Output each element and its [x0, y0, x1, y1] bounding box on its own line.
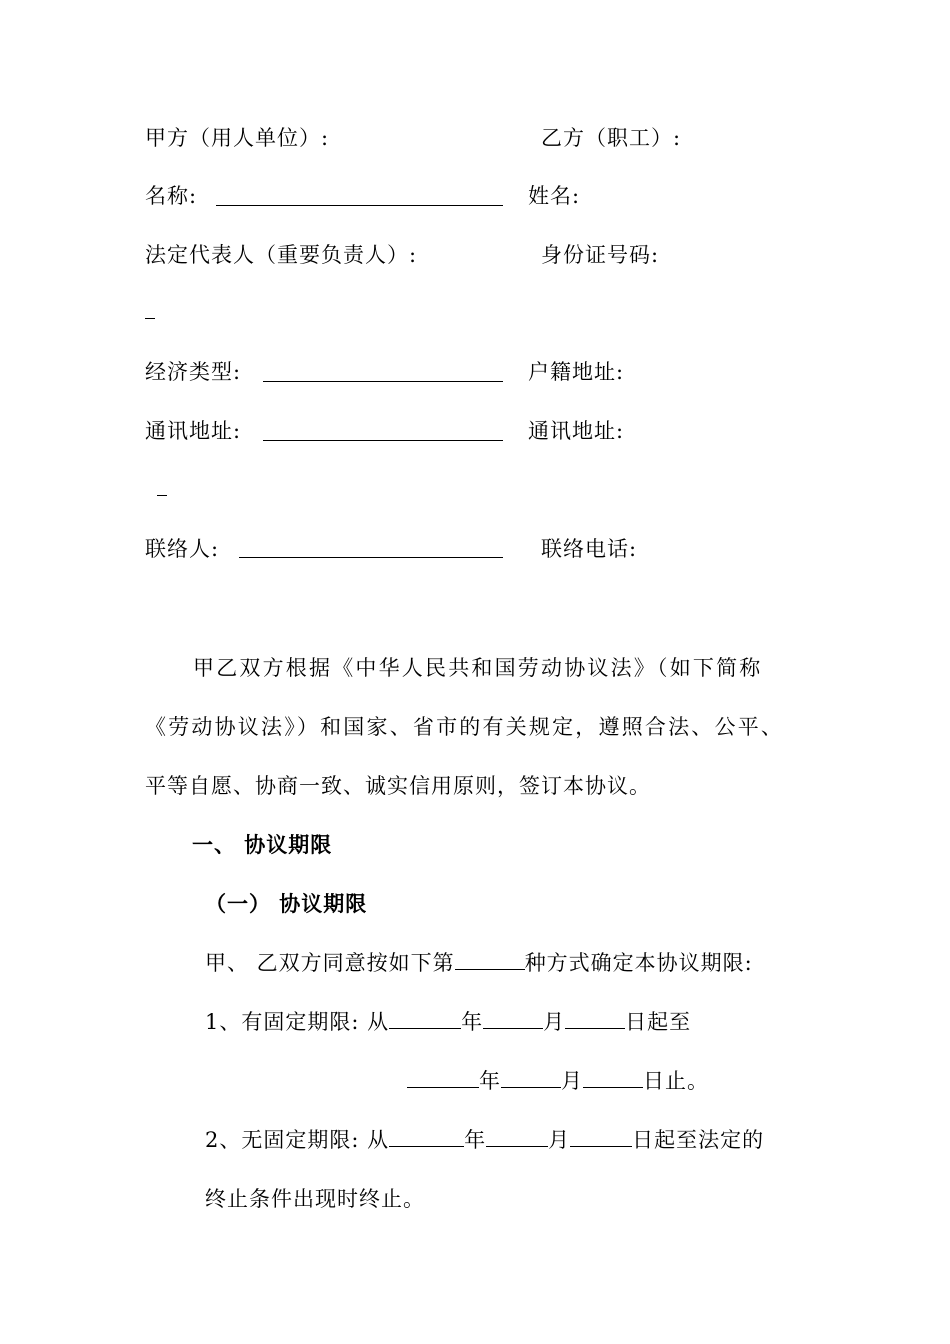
party-b-address-label: 通讯地址:: [528, 419, 625, 443]
fixed-start-month-field[interactable]: [483, 1008, 543, 1029]
intro-line-2: 《劳动协议法》）和国家、省市的有关规定，遵照合法、公平、: [145, 715, 785, 739]
fixed-start-year-field[interactable]: [389, 1008, 461, 1029]
open-start-year-field[interactable]: [389, 1126, 464, 1147]
fixed-start-day-field[interactable]: [565, 1008, 625, 1029]
open-start-year-label: 年: [464, 1128, 487, 1152]
party-a-economic-type-field[interactable]: [263, 381, 503, 382]
section-1-heading: 一、 协议期限: [192, 832, 333, 857]
choose-suffix: 种方式确定本协议期限:: [524, 951, 753, 975]
choose-prefix: 甲、 乙双方同意按如下第: [205, 951, 455, 975]
open-start-month-label: 月: [548, 1128, 571, 1152]
open-term-prefix: 2、无固定期限: 从: [205, 1128, 390, 1152]
party-a-economic-type-label: 经济类型:: [145, 360, 242, 384]
party-a-address-label: 通讯地址:: [145, 419, 242, 443]
party-b-id-label: 身份证号码:: [541, 243, 660, 267]
choose-method-field[interactable]: [455, 949, 525, 970]
fixed-end-month-label: 月: [561, 1069, 583, 1093]
party-a-name-field[interactable]: [216, 205, 503, 206]
party-b-phone-label: 联络电话:: [541, 537, 638, 561]
party-a-address-field[interactable]: [263, 440, 503, 441]
party-a-legal-rep-label: 法定代表人（重要负责人）:: [145, 243, 418, 267]
section-1-subheading: （一） 协议期限: [205, 891, 368, 916]
fixed-start-month-label: 月: [543, 1010, 566, 1034]
open-start-day-label: 日起至法定的: [632, 1128, 765, 1152]
fixed-end-year-field[interactable]: [407, 1067, 479, 1088]
fixed-term-prefix: 1、有固定期限: 从: [205, 1010, 390, 1034]
address-field-stub[interactable]: [157, 495, 167, 496]
party-a-name-label: 名称:: [145, 184, 198, 208]
legal-rep-field-stub[interactable]: [145, 318, 155, 319]
fixed-start-day-label: 日起至: [625, 1010, 692, 1034]
fixed-start-year-label: 年: [461, 1010, 484, 1034]
party-b-household-label: 户籍地址:: [528, 360, 625, 384]
open-start-day-field[interactable]: [570, 1126, 632, 1147]
fixed-end-year-label: 年: [479, 1069, 501, 1093]
party-b-name-label: 姓名:: [528, 184, 581, 208]
open-start-month-field[interactable]: [486, 1126, 548, 1147]
open-term-line-2: 终止条件出现时终止。: [205, 1187, 425, 1211]
party-a-contact-label: 联络人:: [145, 537, 220, 561]
fixed-end-month-field[interactable]: [501, 1067, 561, 1088]
fixed-end-day-label: 日止。: [643, 1069, 709, 1093]
intro-line-3: 平等自愿、协商一致、诚实信用原则，签订本协议。: [145, 774, 651, 798]
intro-line-1: 甲乙双方根据《中华人民共和国劳动协议法》（如下简称: [193, 656, 763, 680]
party-a-title: 甲方（用人单位）:: [145, 126, 330, 150]
party-b-title: 乙方（职工）:: [541, 126, 682, 150]
party-a-contact-field[interactable]: [239, 557, 503, 558]
fixed-end-day-field[interactable]: [583, 1067, 643, 1088]
